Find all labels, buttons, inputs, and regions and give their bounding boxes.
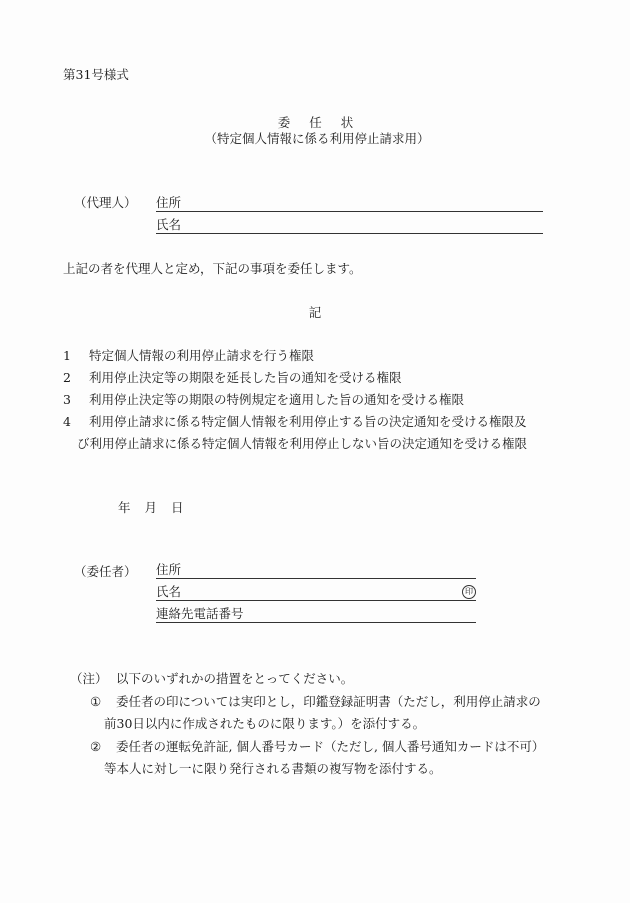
note-item (90, 739, 544, 755)
date-line[interactable] (118, 500, 198, 516)
list-item (63, 348, 314, 364)
note-label: （注） (70, 671, 108, 686)
title-char: 委 (277, 115, 292, 130)
seal-icon: 印 (462, 585, 476, 599)
document-subtitle: （特定個人情報に係る利用停止請求用） (204, 131, 430, 146)
principal-name-field[interactable] (156, 584, 476, 601)
title-char: 任 (309, 115, 323, 130)
note-item-text: 委任者の印については実印とし，印鑑登録証明書（ただし，利用停止請求の (116, 694, 541, 709)
principal-name-label: 氏名 (156, 584, 182, 599)
item-text: 利用停止決定等の期限を延長した旨の通知を受ける権限 (89, 370, 402, 385)
principal-phone-field[interactable] (156, 606, 476, 623)
item-text: 利用停止請求に係る特定個人情報を利用停止する旨の決定通知を受ける権限及 (89, 414, 527, 429)
list-item (63, 370, 402, 386)
delegation-sentence: 上記の者を代理人と定め，下記の事項を委任します。 (63, 261, 362, 276)
date-day: 日 (171, 500, 184, 515)
item-number: 2 (63, 370, 71, 385)
note-item-continuation: 前30日以内に作成されたものに限ります。）を添付する。 (104, 716, 426, 731)
item-continuation: び利用停止請求に係る特定個人情報を利用停止しない旨の決定通知を受ける権限 (77, 436, 528, 451)
item-text: 特定個人情報の利用停止請求を行う権限 (89, 348, 315, 363)
agent-name-field[interactable] (156, 217, 543, 234)
date-year: 年 (118, 500, 131, 515)
list-item (63, 392, 464, 408)
list-item (63, 414, 527, 430)
note-item-text: 委任者の運転免許証, 個人番号カード（ただし, 個人番号通知カードは不可） (116, 739, 545, 754)
note-item-continuation: 等本人に対し一に限り発行される書類の複写物を添付する。 (104, 761, 442, 776)
note-intro-text: 以下のいずれかの措置をとってください。 (116, 671, 354, 686)
note-item (90, 694, 541, 710)
document-title (0, 115, 630, 131)
principal-role-label: （委任者） (74, 564, 137, 579)
agent-role-label: （代理人） (74, 195, 137, 210)
principal-address-label: 住所 (156, 562, 182, 577)
item-number: 4 (63, 414, 71, 429)
note-item-number: ② (90, 739, 102, 754)
form-number: 第31号様式 (63, 67, 129, 82)
date-month: 月 (144, 500, 158, 515)
ki-heading: 記 (308, 305, 322, 320)
item-number: 3 (63, 392, 71, 407)
agent-address-field[interactable] (156, 195, 543, 212)
principal-phone-label: 連絡先電話番号 (156, 606, 244, 621)
note-item-number: ① (90, 694, 102, 709)
principal-address-field[interactable] (156, 562, 476, 579)
agent-name-label: 氏名 (156, 217, 182, 232)
agent-address-label: 住所 (156, 195, 182, 210)
item-number: 1 (63, 348, 71, 363)
title-char: 状 (340, 115, 355, 130)
item-text: 利用停止決定等の期限の特例規定を適用した旨の通知を受ける権限 (89, 392, 465, 407)
note-intro (70, 671, 353, 687)
